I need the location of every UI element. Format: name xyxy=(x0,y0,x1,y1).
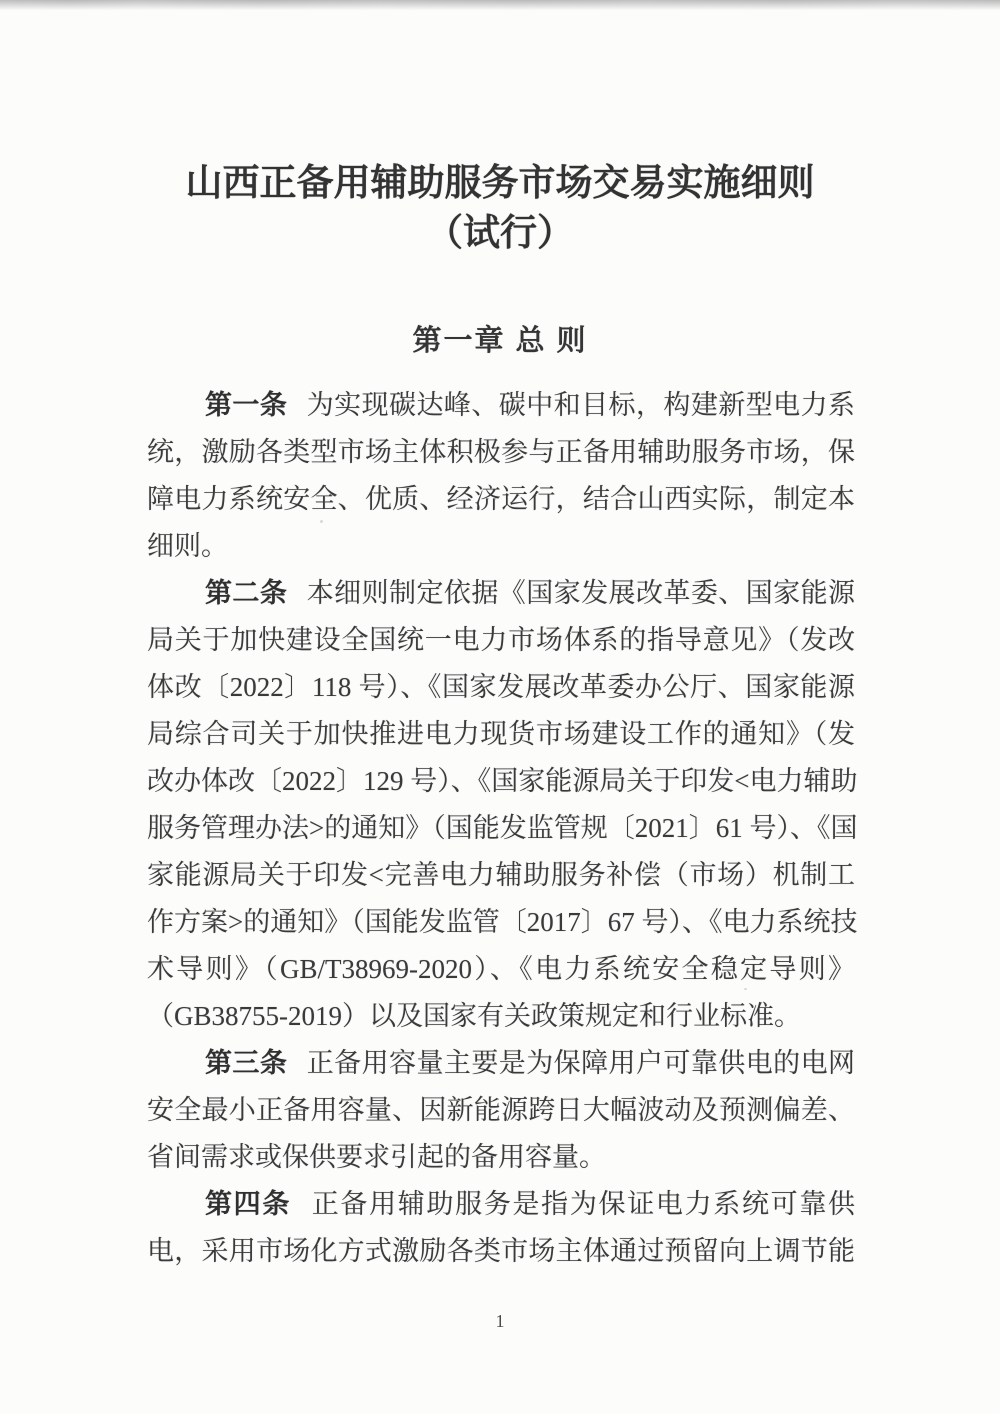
article-2-line: 家能源局关于印发<完善电力辅助服务补偿（市场）机制工 xyxy=(147,860,855,890)
article-4-text-start: 正备用辅助服务是指为保证电力系统可靠供 xyxy=(310,1189,856,1219)
document-title-line2: （试行） xyxy=(426,212,574,253)
article-2-label: 第二条 xyxy=(205,578,288,608)
article-1-line: 障电力系统安全、优质、经济运行，结合山西实际，制定本 xyxy=(147,484,855,514)
chapter-heading: 第一章 总 则 xyxy=(412,325,588,357)
article-3-label: 第三条 xyxy=(205,1048,288,1078)
article-4-line: 电，采用市场化方式激励各类市场主体通过预留向上调节能 xyxy=(147,1236,855,1266)
article-2-line: （GB38755-2019）以及国家有关政策规定和行业标准。 xyxy=(147,1001,801,1031)
article-3-line: 省间需求或保供要求引起的备用容量。 xyxy=(147,1142,606,1172)
scan-edge-artifact xyxy=(0,0,1000,10)
article-2-first-line xyxy=(147,570,855,617)
article-2-line: 改办体改〔2022〕129 号）、《国家能源局关于印发<电力辅助 xyxy=(147,766,858,796)
article-2-line: 术导则》（GB/T38969-2020）、《电力系统安全稳定导则》 xyxy=(147,954,855,984)
article-2-line: 作方案>的通知》（国能发监管〔2017〕67 号）、《电力系统技 xyxy=(147,907,858,937)
article-1-line: 统，激励各类型市场主体积极参与正备用辅助服务市场，保 xyxy=(147,437,855,467)
document-title-line1: 山西正备用辅助服务市场交易实施细则 xyxy=(185,162,815,203)
article-3-line: 安全最小正备用容量、因新能源跨日大幅波动及预测偏差、 xyxy=(147,1095,855,1125)
article-2-line: 服务管理办法>的通知》（国能发监管规〔2021〕61 号）、《国 xyxy=(147,813,858,843)
article-2-line: 局综合司关于加快推进电力现货市场建设工作的通知》（发 xyxy=(147,719,855,749)
article-4-first-line xyxy=(147,1181,855,1228)
document-body xyxy=(147,382,858,1275)
page-number: 1 xyxy=(495,1311,505,1331)
article-4-label: 第四条 xyxy=(205,1189,292,1219)
article-1-text-start: 为实现碳达峰、碳中和目标，构建新型电力系 xyxy=(306,390,856,420)
article-3-text-start: 正备用容量主要是为保障用户可靠供电的电网 xyxy=(306,1048,856,1078)
article-1-line: 细则。 xyxy=(147,531,228,561)
article-1-label: 第一条 xyxy=(205,390,288,420)
article-2-line: 局关于加快建设全国统一电力市场体系的指导意见》（发改 xyxy=(147,625,855,655)
article-2-line: 体改〔2022〕118 号）、《国家发展改革委办公厅、国家能源 xyxy=(147,672,855,702)
article-3-first-line xyxy=(147,1040,855,1087)
article-1-first-line xyxy=(147,382,855,429)
article-2-text-start: 本细则制定依据《国家发展改革委、国家能源 xyxy=(306,578,856,608)
